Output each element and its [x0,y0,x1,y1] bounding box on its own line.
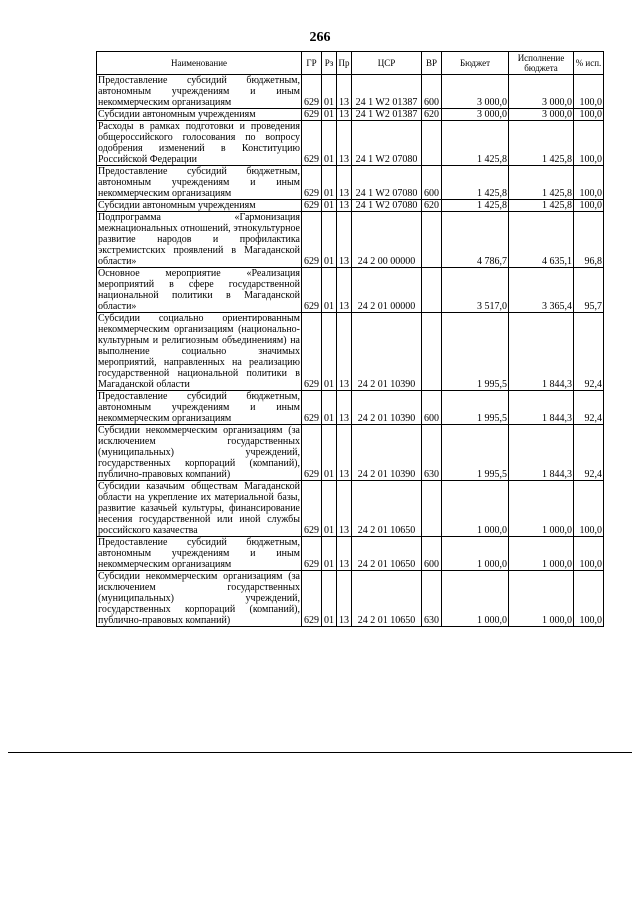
cell-rz: 01 [322,200,337,212]
cell-name: Предоставление субсидий бюджетным, автономным учреждениям и иным некоммерческим организациям [98,75,300,108]
cell-csr: 24 2 00 00000 [352,212,422,268]
cell-budget: 1 425,8 [442,166,509,200]
cell-csr: 24 2 01 10390 [352,391,422,425]
table-row [97,391,604,425]
cell-pct: 92,4 [574,425,604,481]
cell-csr: 24 1 W2 01387 [352,109,422,121]
cell-rz: 01 [322,481,337,537]
table-row [97,571,604,627]
cell-gr: 629 [302,425,322,481]
cell-rz: 01 [322,121,337,166]
header-pct: % исп. [574,52,604,75]
cell-execution: 4 635,1 [509,212,574,268]
cell-pct: 92,4 [574,391,604,425]
cell-name: Предоставление субсидий бюджетным, автономным учреждениям и иным некоммерческим организациям [98,391,300,424]
header-vr: ВР [422,52,442,75]
cell-pct: 100,0 [574,200,604,212]
cell-execution: 1 425,8 [509,200,574,212]
cell-pr: 13 [337,425,352,481]
cell-pct: 95,7 [574,268,604,313]
cell-vr: 620 [422,200,442,212]
cell-vr: 630 [422,425,442,481]
cell-budget: 1 000,0 [442,481,509,537]
table-row [97,268,604,313]
cell-pr: 13 [337,537,352,571]
cell-csr: 24 1 W2 07080 [352,121,422,166]
cell-rz: 01 [322,268,337,313]
cell-name: Подпрограмма «Гармонизация межнациональных отношений, этнокультурное развитие народов и профилактика экстремистских проявлений в Магаданской области» [98,212,300,267]
cell-name: Предоставление субсидий бюджетным, автономным учреждениям и иным некоммерческим организациям [98,166,300,199]
cell-budget: 1 000,0 [442,571,509,627]
cell-pr: 13 [337,313,352,391]
table-row [97,166,604,200]
cell-pct: 100,0 [574,571,604,627]
cell-pr: 13 [337,75,352,109]
cell-execution: 1 000,0 [509,537,574,571]
cell-rz: 01 [322,166,337,200]
table-row [97,212,604,268]
cell-pr: 13 [337,166,352,200]
cell-vr [422,121,442,166]
cell-name: Субсидии некоммерческим организациям (за исключением государственных (муниципальных) учреждений, государственных корпораций (компаний), публично-правовых компаний) [98,425,300,480]
table-row [97,109,604,121]
cell-gr: 629 [302,166,322,200]
cell-execution: 3 365,4 [509,268,574,313]
cell-csr: 24 2 01 10390 [352,425,422,481]
cell-pr: 13 [337,109,352,121]
cell-pct: 100,0 [574,166,604,200]
cell-csr: 24 1 W2 07080 [352,166,422,200]
cell-pr: 13 [337,391,352,425]
cell-csr: 24 2 01 10650 [352,537,422,571]
cell-name: Расходы в рамках подготовки и проведения общероссийского голосования по вопросу одобрения изменений в Конституцию Российской Федерации [98,121,300,165]
cell-execution: 1 000,0 [509,571,574,627]
cell-pr: 13 [337,121,352,166]
header-budget: Бюджет [442,52,509,75]
cell-rz: 01 [322,425,337,481]
cell-execution: 1 425,8 [509,166,574,200]
cell-gr: 629 [302,109,322,121]
cell-budget: 3 517,0 [442,268,509,313]
table-row [97,313,604,391]
table-header-row [97,52,604,75]
cell-gr: 629 [302,481,322,537]
cell-pct: 96,8 [574,212,604,268]
cell-rz: 01 [322,313,337,391]
cell-budget: 1 000,0 [442,537,509,571]
cell-csr: 24 2 01 00000 [352,268,422,313]
table-row [97,481,604,537]
header-pr: Пр [337,52,352,75]
cell-rz: 01 [322,571,337,627]
cell-pct: 100,0 [574,75,604,109]
cell-gr: 629 [302,537,322,571]
table-row [97,537,604,571]
table-row [97,121,604,166]
cell-rz: 01 [322,212,337,268]
cell-vr: 600 [422,391,442,425]
cell-name: Субсидии некоммерческим организациям (за исключением государственных (муниципальных) учреждений, государственных корпораций (компаний), публично-правовых компаний) [98,571,300,626]
cell-pct: 100,0 [574,481,604,537]
cell-csr: 24 1 W2 01387 [352,75,422,109]
page-number: 266 [309,30,331,45]
cell-pr: 13 [337,571,352,627]
cell-rz: 01 [322,109,337,121]
cell-vr [422,481,442,537]
cell-pct: 92,4 [574,313,604,391]
cell-vr: 620 [422,109,442,121]
cell-pr: 13 [337,268,352,313]
table-body [97,75,604,627]
cell-name: Субсидии автономным учреждениям [97,200,302,212]
cell-vr [422,212,442,268]
cell-gr: 629 [302,571,322,627]
header-execution: Исполнение бюджета [509,52,574,75]
cell-name: Субсидии социально ориентированным некоммерческим организациям (национально-культурным и религиозным объединениям) на выполнение социально значимых мероприятий, направленных на реализацию государственной национальной политики в Магаданской области [98,313,300,390]
cell-vr: 600 [422,75,442,109]
cell-name: Субсидии автономным учреждениям [97,109,302,121]
cell-budget: 1 425,8 [442,200,509,212]
header-csr: ЦСР [352,52,422,75]
cell-vr [422,313,442,391]
cell-execution: 1 844,3 [509,425,574,481]
cell-rz: 01 [322,391,337,425]
cell-budget: 3 000,0 [442,109,509,121]
cell-csr: 24 2 01 10650 [352,571,422,627]
cell-csr: 24 2 01 10390 [352,313,422,391]
cell-budget: 1 995,5 [442,313,509,391]
cell-name: Основное мероприятие «Реализация мероприятий в сфере государственной национальной политики в Магаданской области» [98,268,300,312]
cell-rz: 01 [322,75,337,109]
table-row [97,200,604,212]
cell-pct: 100,0 [574,537,604,571]
table-row [97,425,604,481]
cell-gr: 629 [302,212,322,268]
table-row [97,75,604,109]
cell-budget: 3 000,0 [442,75,509,109]
cell-budget: 4 786,7 [442,212,509,268]
cell-gr: 629 [302,391,322,425]
cell-pr: 13 [337,481,352,537]
cell-vr [422,268,442,313]
cell-execution: 3 000,0 [509,75,574,109]
cell-budget: 1 995,5 [442,425,509,481]
cell-execution: 1 844,3 [509,391,574,425]
cell-csr: 24 2 01 10650 [352,481,422,537]
cell-gr: 629 [302,121,322,166]
header-rz: Рз [322,52,337,75]
cell-budget: 1 995,5 [442,391,509,425]
bottom-divider [8,752,632,753]
cell-gr: 629 [302,313,322,391]
cell-execution: 3 000,0 [509,109,574,121]
cell-execution: 1 000,0 [509,481,574,537]
cell-name: Предоставление субсидий бюджетным, автономным учреждениям и иным некоммерческим организациям [98,537,300,570]
cell-execution: 1 425,8 [509,121,574,166]
cell-pr: 13 [337,200,352,212]
cell-rz: 01 [322,537,337,571]
cell-gr: 629 [302,200,322,212]
cell-name: Субсидии казачьим обществам Магаданской области на укрепление их материальной базы, развитие казачьей культуры, финансирование несения государственной или иной службы российского казачества [98,481,300,536]
cell-pct: 100,0 [574,109,604,121]
cell-vr: 630 [422,571,442,627]
header-name: Наименование [97,52,302,75]
cell-execution: 1 844,3 [509,313,574,391]
cell-vr: 600 [422,166,442,200]
cell-budget: 1 425,8 [442,121,509,166]
cell-csr: 24 1 W2 07080 [352,200,422,212]
cell-gr: 629 [302,75,322,109]
cell-pct: 100,0 [574,121,604,166]
cell-vr: 600 [422,537,442,571]
budget-table [96,51,604,627]
cell-pr: 13 [337,212,352,268]
header-gr: ГР [302,52,322,75]
cell-gr: 629 [302,268,322,313]
